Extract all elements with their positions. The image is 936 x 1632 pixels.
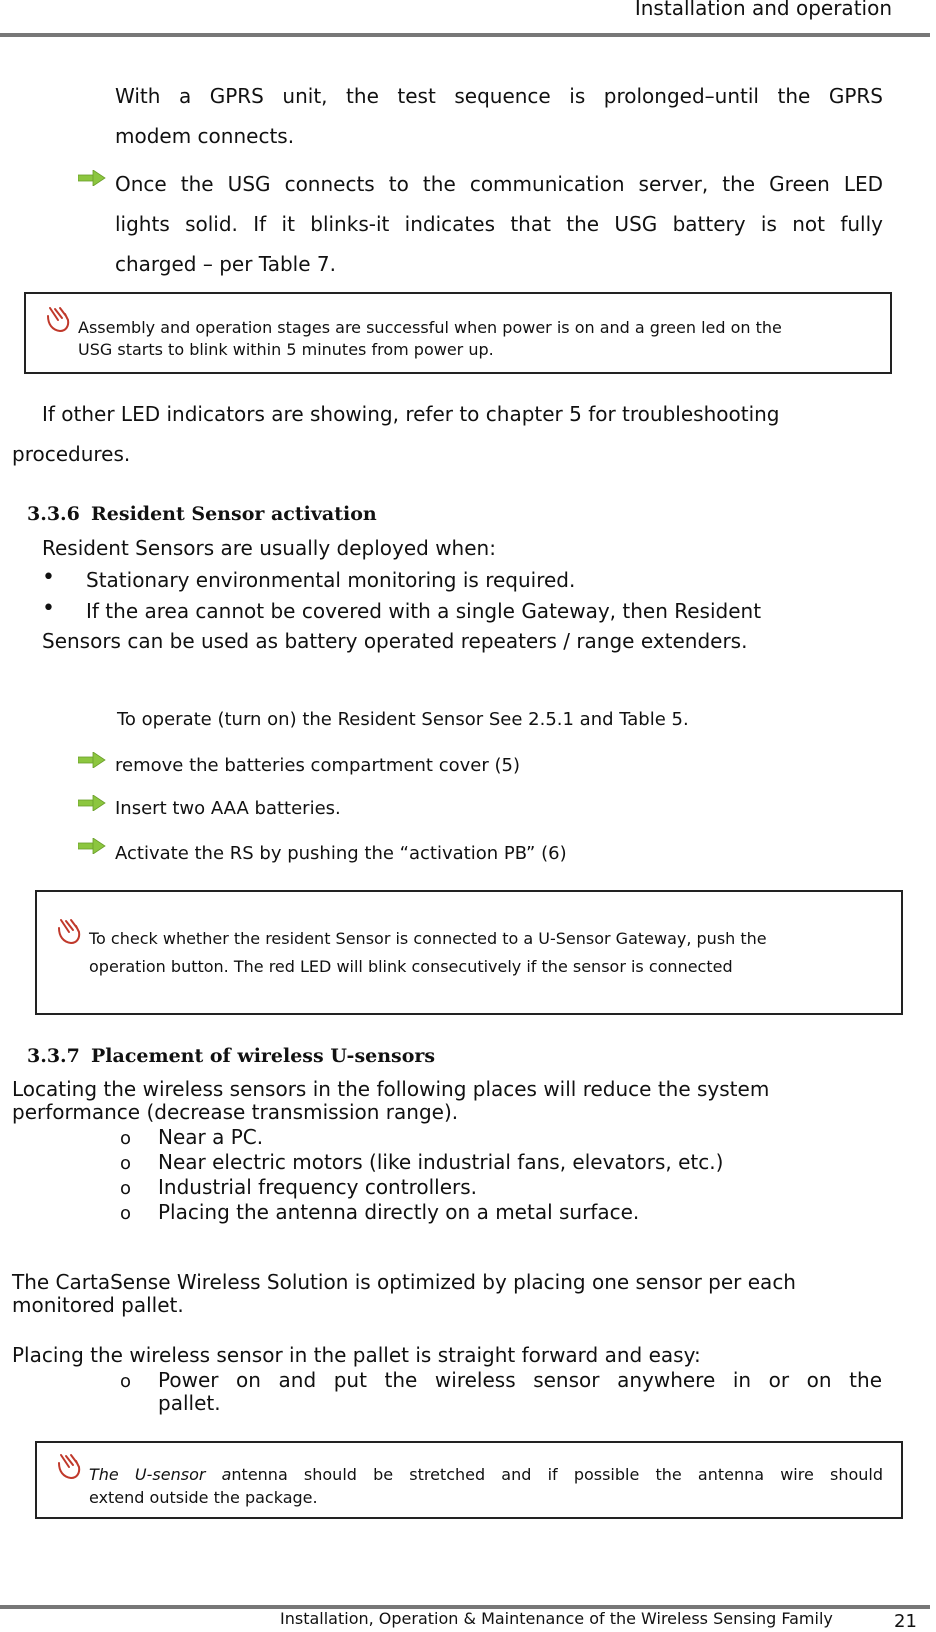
note2-line1: To check whether the resident Sensor is connected to a U-Sensor Gateway, push the bbox=[89, 929, 767, 948]
led-text-line2: procedures. bbox=[12, 442, 131, 466]
bullet-item: Stationary environmental monitoring is required. bbox=[86, 568, 576, 592]
bullet-dot: • bbox=[42, 596, 55, 621]
placement-intro-line2: performance (decrease transmission range). bbox=[12, 1100, 459, 1124]
note3-rest: ntenna should be stretched and if possible the antenna wire should bbox=[231, 1465, 883, 1484]
bullet-item: If the area cannot be covered with a single Gateway, then Resident bbox=[86, 599, 762, 623]
note-box-antenna bbox=[35, 1441, 903, 1519]
bullet-continuation: Sensors can be used as battery operated repeaters / range extenders. bbox=[42, 629, 748, 653]
pointing-hand-icon bbox=[57, 918, 83, 946]
list-marker: o bbox=[120, 1203, 132, 1224]
list-marker: o bbox=[120, 1371, 132, 1392]
step-item: remove the batteries compartment cover (5) bbox=[115, 755, 520, 776]
page-header-title: Installation and operation bbox=[634, 0, 892, 20]
usg-connect-line2: lights solid. If it blinks-it indicates that the USG battery is not fully bbox=[115, 212, 883, 236]
page-number: 21 bbox=[894, 1611, 917, 1632]
right-arrow-icon bbox=[78, 170, 106, 186]
placement-intro-line1: Locating the wireless sensors in the following places will reduce the system bbox=[12, 1077, 770, 1101]
pointing-hand-icon bbox=[57, 1453, 83, 1481]
cartasense-line2: monitored pallet. bbox=[12, 1293, 184, 1317]
list-marker: o bbox=[120, 1153, 132, 1174]
header-rule bbox=[0, 33, 930, 37]
footer-text: Installation, Operation & Maintenance of the Wireless Sensing Family bbox=[280, 1609, 833, 1628]
list-item: Industrial frequency controllers. bbox=[158, 1175, 478, 1199]
cartasense-line1: The CartaSense Wireless Solution is optimized by placing one sensor per each bbox=[12, 1270, 796, 1294]
note3-line2: extend outside the package. bbox=[89, 1488, 318, 1507]
right-arrow-icon bbox=[78, 752, 106, 768]
note3-line1 bbox=[89, 1465, 883, 1484]
note1-line2: USG starts to blink within 5 minutes from power up. bbox=[78, 340, 494, 359]
placing-text: Placing the wireless sensor in the pallet is straight forward and easy: bbox=[12, 1343, 701, 1367]
operate-text: To operate (turn on) the Resident Sensor See 2.5.1 and Table 5. bbox=[117, 709, 689, 730]
pointing-hand-icon bbox=[46, 306, 72, 334]
led-text-line1: If other LED indicators are showing, refer to chapter 5 for troubleshooting bbox=[42, 402, 780, 426]
usg-connect-line1: Once the USG connects to the communication server, the Green LED bbox=[115, 172, 883, 196]
bullet-dot: • bbox=[42, 565, 55, 590]
step-item: Insert two AAA batteries. bbox=[115, 798, 341, 819]
section-number: 3.3.7 bbox=[27, 1045, 80, 1067]
usg-connect-line3: charged – per Table 7. bbox=[115, 252, 336, 276]
list-item: Near a PC. bbox=[158, 1125, 264, 1149]
list-item: Near electric motors (like industrial fans, elevators, etc.) bbox=[158, 1150, 724, 1174]
step-item: Activate the RS by pushing the “activation PB” (6) bbox=[115, 843, 567, 864]
list-marker: o bbox=[120, 1178, 132, 1199]
section-number: 3.3.6 bbox=[27, 503, 80, 525]
power-on-line1: Power on and put the wireless sensor anywhere in or on the bbox=[158, 1368, 882, 1392]
note3-italic: The U-sensor a bbox=[89, 1465, 232, 1484]
right-arrow-icon bbox=[78, 795, 106, 811]
resident-lead: Resident Sensors are usually deployed when: bbox=[42, 536, 496, 560]
note2-line2: operation button. The red LED will blink consecutively if the sensor is connected bbox=[89, 957, 733, 976]
section-title: Resident Sensor activation bbox=[91, 503, 377, 525]
section-heading-337 bbox=[27, 1045, 435, 1067]
list-marker: o bbox=[120, 1128, 132, 1149]
gprs-text-line2: modem connects. bbox=[115, 124, 295, 148]
note-box-resident-check bbox=[35, 890, 903, 1015]
right-arrow-icon bbox=[78, 838, 106, 854]
gprs-text-line1: With a GPRS unit, the test sequence is prolonged–until the GPRS bbox=[115, 84, 883, 108]
section-title: Placement of wireless U-sensors bbox=[91, 1045, 436, 1067]
power-on-line2: pallet. bbox=[158, 1391, 221, 1415]
section-heading-336 bbox=[27, 503, 377, 525]
note-box-assembly bbox=[24, 292, 892, 374]
list-item: Placing the antenna directly on a metal surface. bbox=[158, 1200, 640, 1224]
note1-line1: Assembly and operation stages are successful when power is on and a green led on the bbox=[78, 318, 782, 337]
